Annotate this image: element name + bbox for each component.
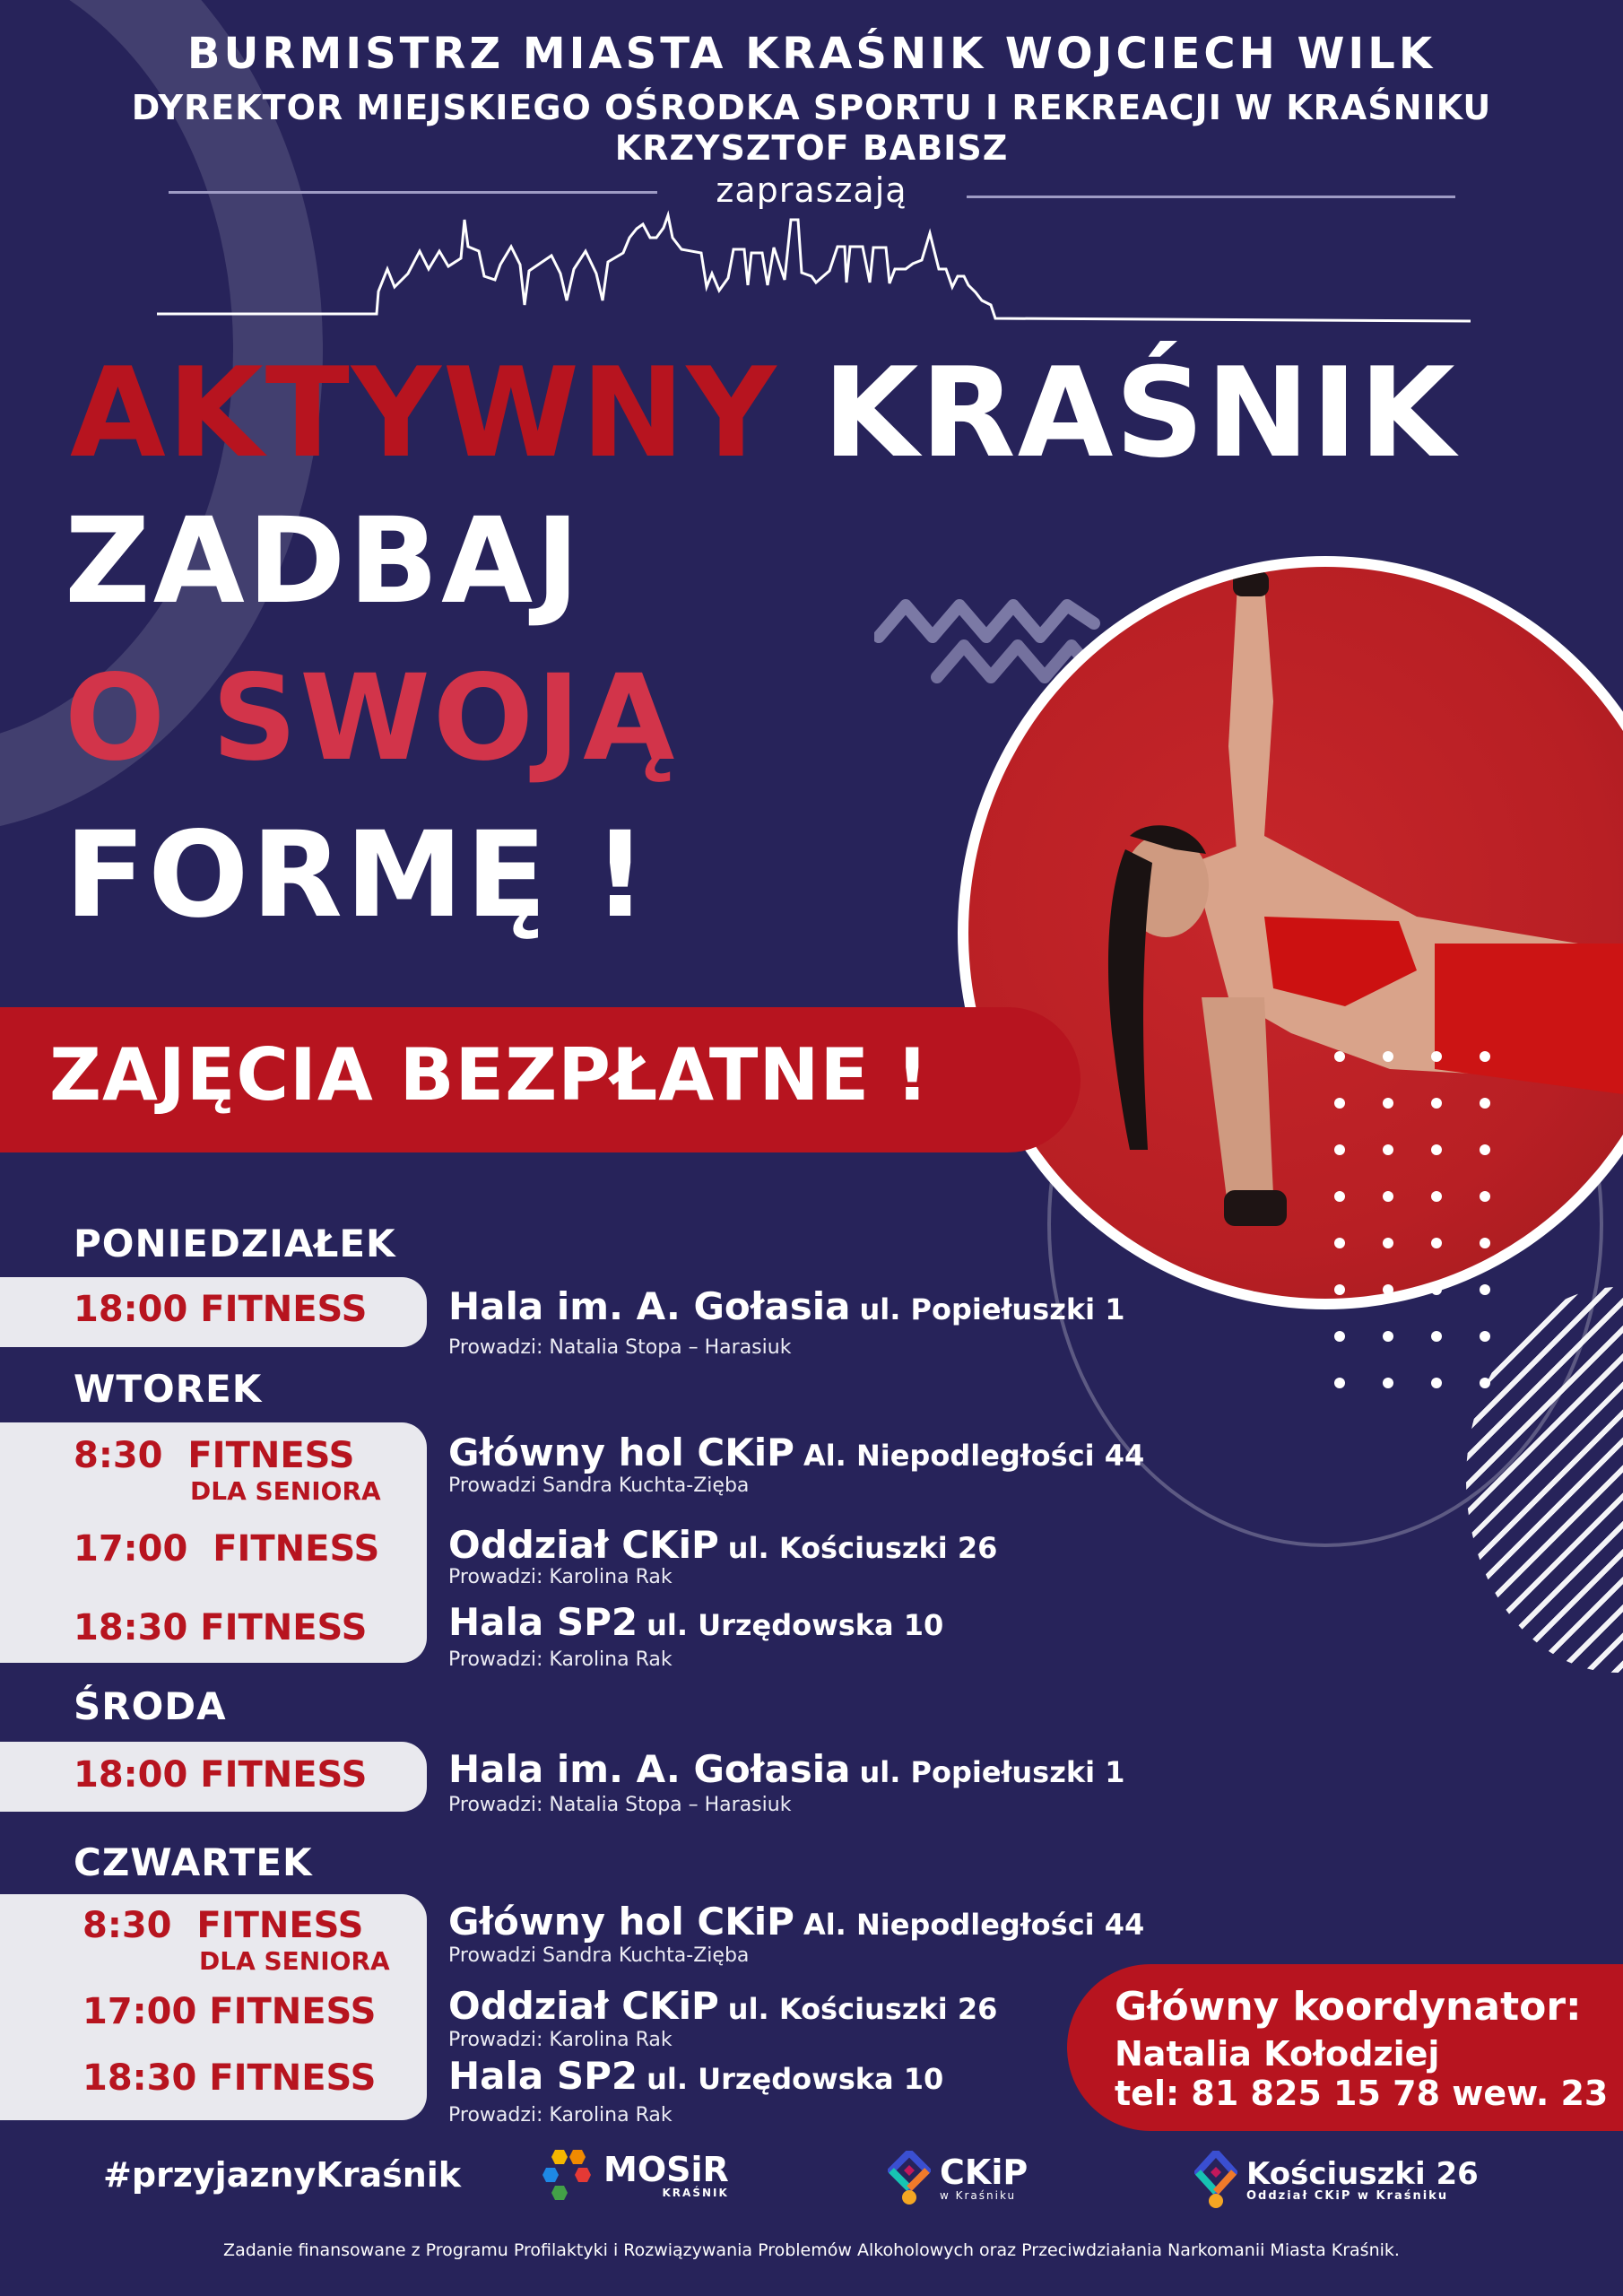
class-venue: Hala SP2 ul. Urzędowska 10 (448, 2054, 944, 2098)
class-instructor: Prowadzi: Karolina Rak (448, 2029, 673, 2051)
ckip-diamond-icon (1194, 2151, 1237, 2210)
class-time: 18:30 FITNESS (74, 1607, 368, 1648)
city-skyline-icon (152, 197, 1471, 332)
class-note: DLA SENIORA (190, 1476, 381, 1506)
header-director-title: DYREKTOR MIEJSKIEGO OŚRODKA SPORTU I REKREACJI W KRAŚNIKU (131, 88, 1492, 127)
day-heading-monday: PONIEDZIAŁEK (74, 1222, 396, 1265)
class-time: 8:30 FITNESS (82, 1905, 364, 1946)
logo-kosciuszki-26: Kościuszki 26 Oddział CKiP w Kraśniku (1194, 2151, 1479, 2210)
class-venue: Główny hol CKiP Al. Niepodległości 44 (448, 1900, 1145, 1944)
hashtag: #przyjaznyKraśnik (103, 2155, 462, 2195)
slogan-line-1: ZADBAJ (65, 492, 583, 631)
class-note: DLA SENIORA (199, 1946, 390, 1976)
free-classes-text: ZAJĘCIA BEZPŁATNE ! (49, 1033, 930, 1117)
class-instructor: Prowadzi: Natalia Stopa – Harasiuk (448, 1794, 792, 1816)
logo-ckip: CKiP w Kraśniku (888, 2151, 1028, 2206)
class-venue: Oddział CKiP ul. Kościuszki 26 (448, 1523, 998, 1567)
class-instructor: Prowadzi Sandra Kuchta-Zięba (448, 1944, 750, 1967)
class-instructor: Prowadzi: Natalia Stopa – Harasiuk (448, 1336, 792, 1359)
funding-note: Zadanie finansowane z Programu Profilaktyki i Rozwiązywania Problemów Alkoholowych oraz Przeciwdziałania Narkomanii Miasta Kraśnik. (223, 2240, 1400, 2260)
class-time: 17:00 FITNESS (82, 1991, 377, 2032)
coordinator-title: Główny koordynator: (1115, 1984, 1582, 2030)
mosir-hexagon-icon (542, 2148, 595, 2204)
coordinator-phone: tel: 81 825 15 78 wew. 23 (1115, 2074, 1609, 2113)
class-venue: Główny hol CKiP Al. Niepodległości 44 (448, 1431, 1145, 1474)
class-time: 18:30 FITNESS (82, 2057, 377, 2099)
class-time: 17:00 FITNESS (74, 1528, 380, 1570)
class-instructor: Prowadzi: Karolina Rak (448, 1648, 673, 1671)
class-venue: Hala SP2 ul. Urzędowska 10 (448, 1600, 944, 1644)
class-time: 18:00 FITNESS (74, 1289, 368, 1330)
class-instructor: Prowadzi Sandra Kuchta-Zięba (448, 1474, 750, 1497)
coordinator-name: Natalia Kołodziej (1115, 2034, 1440, 2074)
header-mayor: BURMISTRZ MIASTA KRAŚNIK WOJCIECH WILK (187, 29, 1436, 79)
day-heading-tuesday: WTOREK (74, 1367, 263, 1411)
class-time: 18:00 FITNESS (74, 1754, 368, 1796)
slogan-line-3: FORMĘ ! (65, 806, 650, 944)
logo-mosir: MOSiR KRAŚNIK (542, 2148, 729, 2204)
class-venue: Hala im. A. Gołasia ul. Popiełuszki 1 (448, 1284, 1125, 1328)
athlete-silhouette-icon (968, 567, 1623, 1309)
day-heading-wednesday: ŚRODA (74, 1684, 227, 1728)
class-instructor: Prowadzi: Karolina Rak (448, 2104, 673, 2126)
title-word-aktywny: AKTYWNY (70, 341, 778, 485)
day-heading-thursday: CZWARTEK (74, 1840, 313, 1884)
ckip-diamond-icon (888, 2151, 931, 2206)
header-director-name: KRZYSZTOF BABISZ (614, 128, 1009, 168)
class-instructor: Prowadzi: Karolina Rak (448, 1566, 673, 1588)
slogan-line-2: O SWOJĄ (65, 649, 678, 787)
title-word-krasnik: KRAŚNIK (822, 341, 1457, 485)
class-venue: Oddział CKiP ul. Kościuszki 26 (448, 1984, 998, 2028)
invite-text: zapraszają (716, 170, 907, 210)
dot-grid-decoration (1334, 1051, 1490, 1388)
class-time: 8:30 FITNESS (74, 1435, 355, 1476)
title-heading (70, 341, 1457, 485)
class-venue: Hala im. A. Gołasia ul. Popiełuszki 1 (448, 1747, 1125, 1791)
